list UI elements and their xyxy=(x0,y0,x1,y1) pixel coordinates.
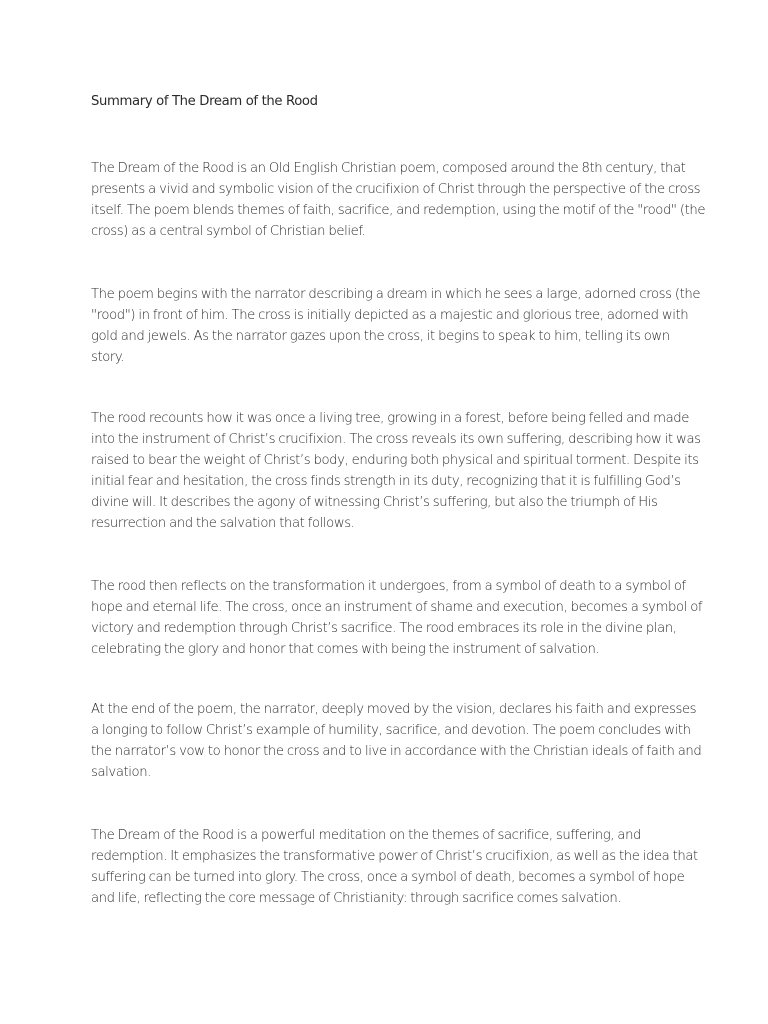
paragraph-line: divine will. It describes the agony of witnessing Christ’s suffering, but also the triumph of His xyxy=(91,495,658,510)
paragraph-line: resurrection and the salvation that follows. xyxy=(91,516,355,531)
paragraph-line: The poem begins with the narrator describing a dream in which he sees a large, adorned cross (the xyxy=(91,287,701,302)
paragraph-line: into the instrument of Christ’s crucifixion. The cross reveals its own suffering, describing how it was xyxy=(91,432,701,447)
document-title: Summary of The Dream of the Rood xyxy=(91,94,318,109)
paragraph-line: itself. The poem blends themes of faith, sacrifice, and redemption, using the motif of the "rood" (the xyxy=(91,203,706,218)
paragraph-line: "rood") in front of him. The cross is initially depicted as a majestic and glorious tree, adorned with xyxy=(91,308,689,323)
paragraph-line: The Dream of the Rood is a powerful meditation on the themes of sacrifice, suffering, and xyxy=(91,828,642,843)
paragraph-line: salvation. xyxy=(91,765,151,780)
paragraph-line: and life, reflecting the core message of Christianity: through sacrifice comes salvation. xyxy=(91,891,622,906)
paragraph-line: gold and jewels. As the narrator gazes upon the cross, it begins to speak to him, telling its own xyxy=(91,329,670,344)
paragraph-line: story. xyxy=(91,350,125,365)
paragraph-line: The Dream of the Rood is an Old English Christian poem, composed around the 8th century, that xyxy=(91,161,686,176)
paragraph-line: celebrating the glory and honor that comes with being the instrument of salvation. xyxy=(91,642,600,657)
paragraph-transformation xyxy=(91,576,703,660)
paragraph-rood-story xyxy=(91,408,701,534)
paragraph-line: the narrator’s vow to honor the cross and to live in accordance with the Christian ideals of faith and xyxy=(91,744,702,759)
paragraph-line: The rood then reflects on the transformation it undergoes, from a symbol of death to a symbol of xyxy=(91,579,686,594)
paragraph-line: redemption. It emphasizes the transformative power of Christ’s crucifixion, as well as the idea that xyxy=(91,849,698,864)
paragraph-line: initial fear and hesitation, the cross finds strength in its duty, recognizing that it is fulfilling God’s xyxy=(91,474,681,489)
paragraph-line: raised to bear the weight of Christ’s body, enduring both physical and spiritual torment. Despite its xyxy=(91,453,699,468)
paragraph-line: cross) as a central symbol of Christian belief. xyxy=(91,224,366,239)
paragraph-narrator-faith xyxy=(91,699,702,783)
paragraph-line: a longing to follow Christ’s example of humility, sacrifice, and devotion. The poem concludes with xyxy=(91,723,691,738)
paragraph-line: The rood recounts how it was once a living tree, growing in a forest, before being felled and made xyxy=(91,411,689,426)
paragraph-line: hope and eternal life. The cross, once an instrument of shame and execution, becomes a symbol of xyxy=(91,600,703,615)
paragraph-introduction xyxy=(91,158,706,242)
paragraph-line: presents a vivid and symbolic vision of the crucifixion of Christ through the perspective of the cross xyxy=(91,182,701,197)
paragraph-line: At the end of the poem, the narrator, deeply moved by the vision, declares his faith and expresses xyxy=(91,702,697,717)
paragraph-line: victory and redemption through Christ’s sacrifice. The rood embraces its role in the divine plan, xyxy=(91,621,677,636)
paragraph-dream-vision xyxy=(91,284,701,368)
paragraph-line: suffering can be turned into glory. The cross, once a symbol of death, becomes a symbol of hope xyxy=(91,870,685,885)
paragraph-conclusion xyxy=(91,825,698,909)
